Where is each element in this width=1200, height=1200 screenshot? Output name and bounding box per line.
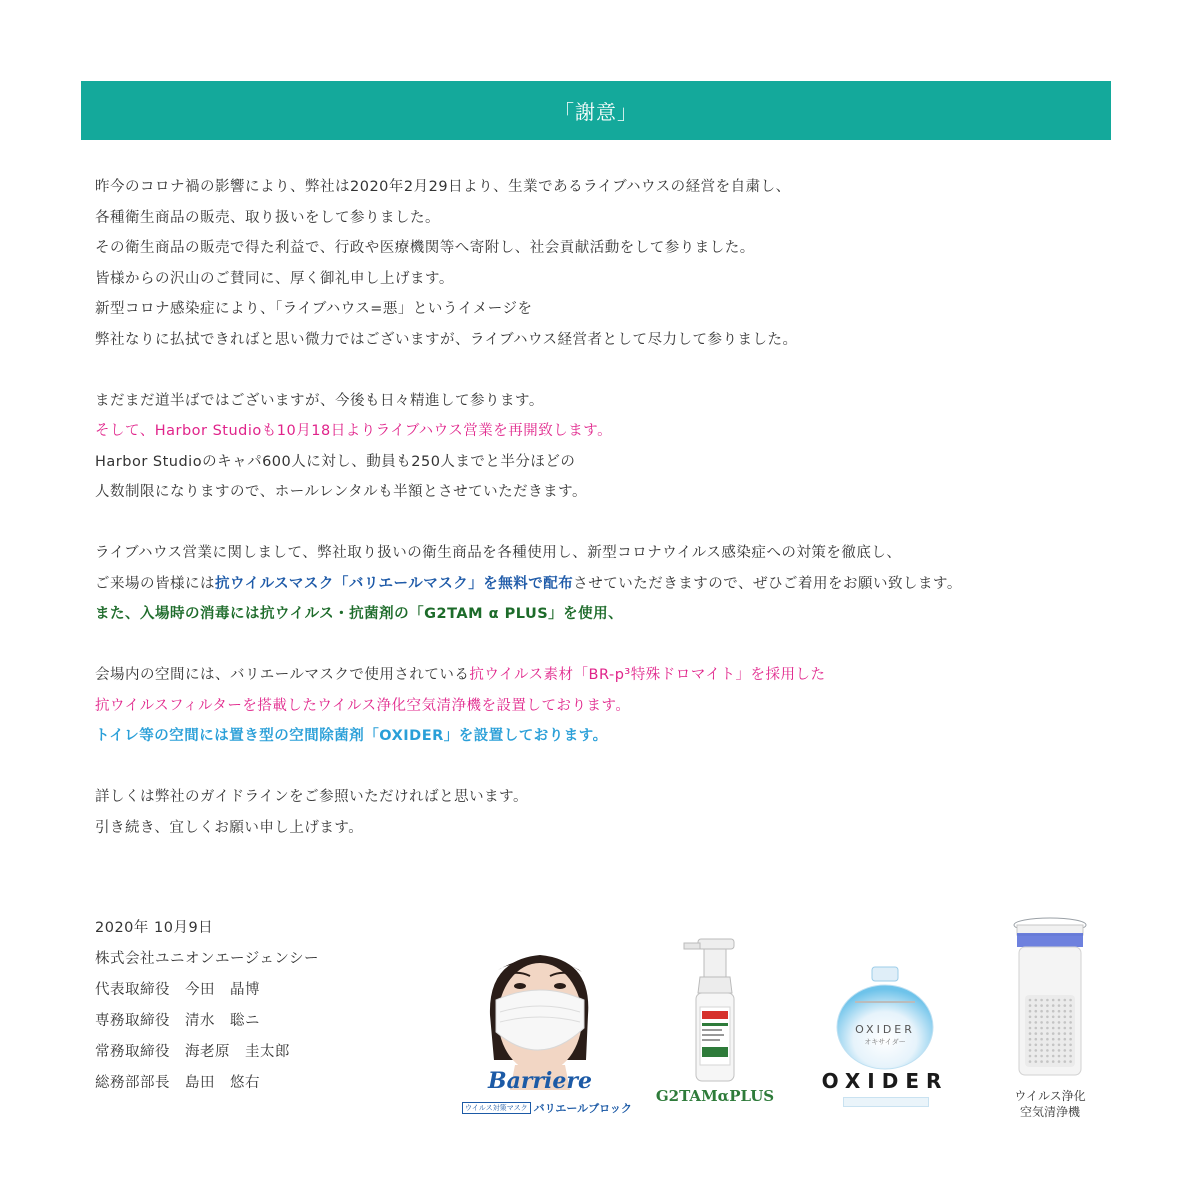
grille-hole bbox=[1029, 1016, 1032, 1019]
grille-hole bbox=[1058, 1004, 1061, 1007]
g2tam-logo: G2TAMαPLUS bbox=[655, 1087, 775, 1105]
grille-hole bbox=[1046, 1016, 1049, 1019]
grille-hole bbox=[1046, 1027, 1049, 1030]
purifier-highlight: 抗ウイルスフィルターを搭載したウイルス浄化空気清浄機を設置しております。 bbox=[95, 697, 631, 714]
reopening-highlight: そして、Harbor Studioも10月18日よりライブハウス営業を再開致します。 bbox=[95, 423, 613, 439]
grille-hole bbox=[1069, 1027, 1072, 1030]
grille-hole bbox=[1035, 1049, 1038, 1052]
grille-hole bbox=[1052, 1049, 1055, 1052]
grille-hole bbox=[1069, 1060, 1072, 1063]
grille-hole bbox=[1064, 1021, 1067, 1024]
company-name: 株式会社ユニオンエージェンシー bbox=[95, 951, 320, 967]
grille-hole bbox=[1046, 1032, 1049, 1035]
caption-line: ウイルス浄化 bbox=[1014, 1089, 1086, 1103]
grille-hole bbox=[1052, 1038, 1055, 1041]
grille-hole bbox=[1064, 1010, 1067, 1013]
grille-hole bbox=[1035, 1032, 1038, 1035]
grille-hole bbox=[1052, 1004, 1055, 1007]
grille-hole bbox=[1069, 1049, 1072, 1052]
grille-hole bbox=[1052, 1055, 1055, 1058]
grille-hole bbox=[1058, 1038, 1061, 1041]
signature-block bbox=[95, 913, 319, 1099]
text-line: Harbor Studioのキャパ600人に対し、動員も250人までと半分ほどの bbox=[95, 453, 576, 470]
grille-hole bbox=[1040, 999, 1043, 1002]
grille-hole bbox=[1040, 1055, 1043, 1058]
grille-hole bbox=[1035, 1010, 1038, 1013]
text-line bbox=[95, 599, 1135, 630]
grille-hole bbox=[1035, 1055, 1038, 1058]
text-line: 各種衛生商品の販売、取り扱いをして参りました。 bbox=[95, 209, 440, 226]
title-banner bbox=[81, 81, 1111, 140]
grille-hole bbox=[1052, 999, 1055, 1002]
text-line: その衛生商品の販売で得た利益で、行政や医療機関等へ寄附し、社会貢献活動をして参りました。 bbox=[95, 240, 755, 256]
grille-hole bbox=[1035, 1004, 1038, 1007]
grille-hole bbox=[1069, 1032, 1072, 1035]
oxider-bottle-illustration bbox=[815, 965, 955, 1070]
grille-hole bbox=[1058, 1044, 1061, 1047]
grille-hole bbox=[1058, 1027, 1061, 1030]
grille-hole bbox=[1046, 999, 1049, 1002]
grille-hole bbox=[1040, 1032, 1043, 1035]
grille-hole bbox=[1046, 1038, 1049, 1041]
grille-hole bbox=[1069, 1044, 1072, 1047]
grille-hole bbox=[1029, 1038, 1032, 1041]
text-span: ご来場の皆様には bbox=[95, 575, 215, 592]
officer-line: 専務取締役 清水 聡ニ bbox=[95, 1013, 260, 1029]
grille-hole bbox=[1046, 1060, 1049, 1063]
grille-hole bbox=[1052, 1027, 1055, 1030]
grille-hole bbox=[1052, 1032, 1055, 1035]
grille-hole bbox=[1046, 1049, 1049, 1052]
grille-hole bbox=[1069, 1004, 1072, 1007]
grille-hole bbox=[1040, 1004, 1043, 1007]
grille-hole bbox=[1058, 1021, 1061, 1024]
grille-hole bbox=[1058, 1032, 1061, 1035]
grille-hole bbox=[1064, 1004, 1067, 1007]
grille-hole bbox=[1035, 1060, 1038, 1063]
grille-hole bbox=[1046, 1004, 1049, 1007]
grille-hole bbox=[1064, 1044, 1067, 1047]
text-line: ライブハウス営業に関しまして、弊社取り扱いの衛生商品を各種使用し、新型コロナウイルス感染症への対策を徹底し、 bbox=[95, 545, 902, 561]
grille-hole bbox=[1069, 1038, 1072, 1041]
air-purifier-image bbox=[1005, 915, 1095, 1095]
oxider-info-strip bbox=[843, 1097, 929, 1107]
text-span: させていただきますので、ぜひご着用をお願い致します。 bbox=[573, 575, 962, 592]
mask-sub-name: バリエールブロック bbox=[533, 1102, 632, 1115]
grille-hole bbox=[1029, 1021, 1032, 1024]
grille-hole bbox=[1064, 1049, 1067, 1052]
caption-line: 空気清浄機 bbox=[1019, 1105, 1080, 1119]
page-title: 「謝意」 bbox=[554, 100, 638, 124]
grille-hole bbox=[1040, 1038, 1043, 1041]
grille-hole bbox=[1029, 999, 1032, 1002]
grille-hole bbox=[1069, 1016, 1072, 1019]
grille-hole bbox=[1064, 1032, 1067, 1035]
grille-hole bbox=[1029, 1060, 1032, 1063]
spray-bottle-illustration bbox=[640, 935, 790, 1085]
grille-hole bbox=[1058, 1049, 1061, 1052]
grille-hole bbox=[1052, 1021, 1055, 1024]
grille-hole bbox=[1069, 999, 1072, 1002]
grille-hole bbox=[1040, 1044, 1043, 1047]
text-line: まだまだ道半ばではございますが、今後も日々精進して参ります。 bbox=[95, 392, 544, 409]
oxider-bottle-label: OXIDER bbox=[855, 1023, 915, 1036]
grille-hole bbox=[1064, 1055, 1067, 1058]
text-line bbox=[95, 569, 1135, 600]
grille-hole bbox=[1058, 999, 1061, 1002]
grille-hole bbox=[1064, 1038, 1067, 1041]
grille-hole bbox=[1069, 1055, 1072, 1058]
grille-hole bbox=[1052, 1016, 1055, 1019]
grille-hole bbox=[1046, 1010, 1049, 1013]
grille-hole bbox=[1058, 1016, 1061, 1019]
oxider-highlight: トイレ等の空間には置き型の空間除菌剤「OXIDER」を設置しております。 bbox=[95, 728, 608, 744]
grille-hole bbox=[1029, 1032, 1032, 1035]
grille-hole bbox=[1029, 1055, 1032, 1058]
purifier-grille bbox=[1025, 995, 1075, 1067]
oxider-logo: OXIDER bbox=[821, 1069, 949, 1093]
grille-hole bbox=[1035, 1038, 1038, 1041]
grille-hole bbox=[1046, 1021, 1049, 1024]
grille-hole bbox=[1035, 1016, 1038, 1019]
disinfectant-highlight: 入場時の消毒には抗ウイルス・抗菌剤の「G2TAM α PLUS」を使用 bbox=[140, 606, 609, 622]
grille-hole bbox=[1058, 1060, 1061, 1063]
air-purifier-caption bbox=[1000, 1088, 1100, 1120]
grille-hole bbox=[1040, 1016, 1043, 1019]
text-span: 会場内の空間には、バリエールマスクで使用されている bbox=[95, 667, 470, 683]
text-span: 、 bbox=[608, 606, 624, 622]
grille-hole bbox=[1064, 1060, 1067, 1063]
grille-hole bbox=[1058, 1010, 1061, 1013]
grille-hole bbox=[1069, 1010, 1072, 1013]
text-line: 皆様からの沢山のご賛同に、厚く御礼申し上げます。 bbox=[95, 270, 454, 287]
text-span: また、 bbox=[95, 606, 140, 622]
text-line: 弊社なりに払拭できればと思い微力ではございますが、ライブハウス経営者として尽力して参りました。 bbox=[95, 331, 798, 348]
text-line: 人数制限になりますので、ホールレンタルも半額とさせていただきます。 bbox=[95, 484, 587, 500]
grille-hole bbox=[1069, 1021, 1072, 1024]
grille-hole bbox=[1029, 1044, 1032, 1047]
grille-hole bbox=[1029, 1010, 1032, 1013]
message-body bbox=[95, 172, 1135, 843]
grille-hole bbox=[1040, 1010, 1043, 1013]
barriere-sublogo bbox=[462, 1100, 632, 1116]
grille-hole bbox=[1040, 1027, 1043, 1030]
text-line: 引き続き、宜しくお願い申し上げます。 bbox=[95, 819, 364, 836]
grille-hole bbox=[1046, 1044, 1049, 1047]
grille-hole bbox=[1064, 1027, 1067, 1030]
text-line: 昨今のコロナ禍の影響により、弊社は2020年2月29日より、生業であるライブハウスの経営を自粛し、 bbox=[95, 179, 791, 195]
text-line bbox=[95, 660, 1135, 691]
grille-hole bbox=[1058, 1055, 1061, 1058]
date-line: 2020年 10月9日 bbox=[95, 920, 214, 936]
mask-product-image bbox=[460, 940, 632, 1120]
grille-hole bbox=[1029, 1049, 1032, 1052]
spray-product-image bbox=[640, 935, 790, 1115]
officer-line: 常務取締役 海老原 圭太郎 bbox=[95, 1044, 290, 1060]
grille-hole bbox=[1035, 1021, 1038, 1024]
grille-hole bbox=[1029, 1027, 1032, 1030]
mask-tag: ウイルス対策マスク bbox=[462, 1102, 531, 1114]
grille-hole bbox=[1040, 1021, 1043, 1024]
text-line: 詳しくは弊社のガイドラインをご参照いただければと思います。 bbox=[95, 789, 528, 805]
grille-hole bbox=[1029, 1004, 1032, 1007]
oxider-bottle-kana: オキサイダー bbox=[864, 1038, 906, 1046]
grille-hole bbox=[1035, 999, 1038, 1002]
barriere-logo: Barriere bbox=[488, 1068, 592, 1094]
officer-line: 代表取締役 今田 晶博 bbox=[95, 982, 260, 998]
grille-hole bbox=[1064, 999, 1067, 1002]
grille-hole bbox=[1035, 1044, 1038, 1047]
grille-hole bbox=[1035, 1027, 1038, 1030]
text-line: 新型コロナ感染症により、「ライブハウス=悪」というイメージを bbox=[95, 301, 533, 317]
grille-hole bbox=[1064, 1016, 1067, 1019]
material-highlight: 抗ウイルス素材「BR-p³特殊ドロマイト」を採用した bbox=[469, 667, 826, 683]
oxider-product-image bbox=[815, 965, 955, 1115]
grille-hole bbox=[1052, 1044, 1055, 1047]
mask-highlight: 抗ウイルスマスク「バリエールマスク」を無料で配布 bbox=[215, 575, 574, 592]
officer-line: 総務部部長 島田 悠右 bbox=[95, 1075, 260, 1091]
grille-hole bbox=[1040, 1049, 1043, 1052]
grille-hole bbox=[1052, 1060, 1055, 1063]
grille-hole bbox=[1040, 1060, 1043, 1063]
grille-hole bbox=[1052, 1010, 1055, 1013]
grille-hole bbox=[1046, 1055, 1049, 1058]
